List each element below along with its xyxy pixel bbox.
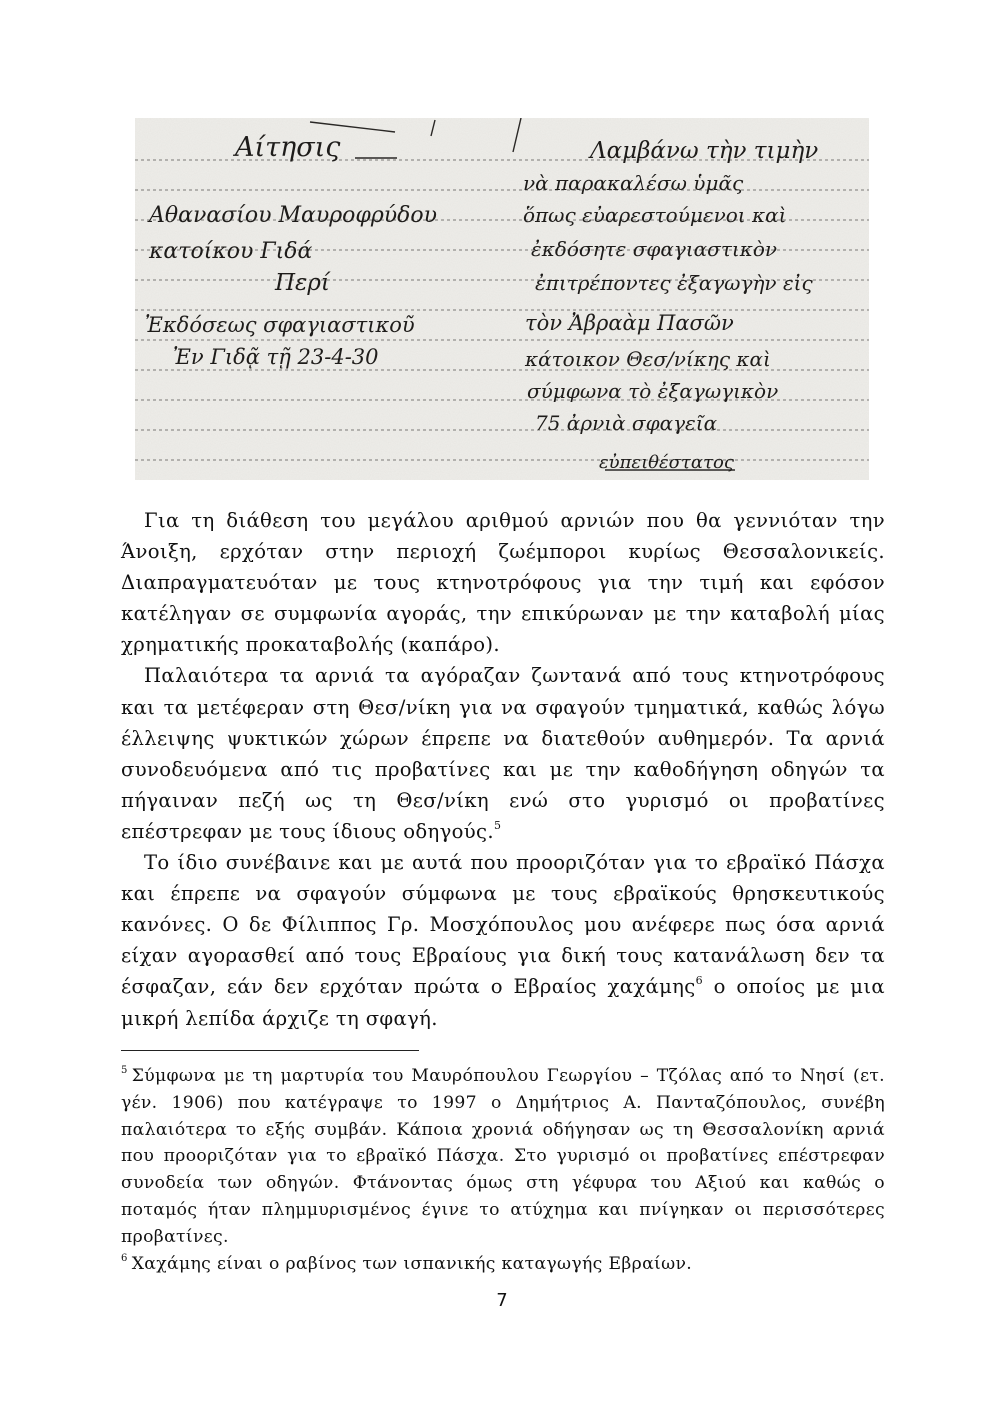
page-number: 7	[496, 1290, 508, 1311]
left-line-6: Ἐν Γιδᾷ τῇ 23-4-30	[173, 345, 379, 369]
paragraph-2	[121, 660, 885, 847]
left-line-4: Περί	[275, 270, 330, 296]
footnote-6-mark: 6	[121, 1252, 128, 1264]
right-line-10: εὐπειθέστατος	[599, 452, 734, 473]
footnote-ref-6[interactable]: 6	[695, 974, 703, 988]
body-text	[121, 505, 885, 1034]
right-line-1: Λαμβάνω τὴν τιμὴν	[590, 138, 819, 164]
footnote-5	[121, 1063, 885, 1251]
left-line-1: Αίτησις	[235, 132, 341, 163]
footnote-ref-5[interactable]: 5	[493, 818, 502, 832]
footnote-6-text: Χαχάμης είναι ο ραβίνος των ισπανικής καταγωγής Εβραίων.	[131, 1253, 693, 1274]
right-line-3: ὅπως εὐαρεστούμενοι καὶ	[523, 203, 787, 227]
footnote-6	[121, 1251, 885, 1278]
footnote-5-mark: 5	[121, 1065, 128, 1076]
right-line-8: σύμφωνα τὸ ἐξαγωγικὸν	[527, 379, 779, 403]
handwritten-document-scan	[135, 118, 869, 480]
paragraph-1	[121, 505, 885, 660]
paragraph-3	[121, 847, 885, 1034]
right-line-2: νὰ παρακαλέσω ὑμᾶς	[523, 171, 744, 195]
paragraph-2-text: Παλαιότερα τα αρνιά τα αγόραζαν ζωντανά από τους κτηνοτρόφους και τα μετέφεραν στη Θεσ/νίκη για να σφαγούν τμηματικά, καθώς λόγω έλλειψης ψυκτικών χώρων έπρεπε να διατεθούν αυθημερόν. Τα αρνιά συνοδευόμενα από τις προβατίνες και με την καθοδήγηση οδηγών τα πήγαιναν πεζή ως τη Θεσ/νίκη ενώ στο γυρισμό οι προβατίνες επέστρεφαν με τους ίδιους οδηγούς.	[121, 664, 885, 843]
footnote-5-text: Σύμφωνα με τη μαρτυρία του Μαυρόπουλου Γεωργίου – Τζόλας από το Νησί (ετ. γέν. 1906) που κατέγραψε το 1997 ο Δημήτριος Α. Πανταζόπουλος, συνέβη παλαιότερα το εξής συμβάν. Κάποια χρονιά οδήγησαν ως τη Θεσσαλονίκη αρνιά που προοριζόταν για το εβραϊκό Πάσχα. Στο γυρισμό οι προβατίνες επέστρεφαν συνοδεία των οδηγών. Φτάνοντας όμως στη γέφυρα του Αξιού και καθώς ο ποταμός ήταν πλημμυρισμένος έγινε το ατύχημα και πνίγηκαν οι περισσότερες προβατίνες.	[121, 1066, 885, 1247]
left-line-3: κατοίκου Γιδά	[149, 239, 313, 264]
right-line-4: ἐκδόσητε σφαγιαστικὸν	[531, 237, 778, 261]
paper-grain	[135, 118, 869, 480]
paragraph-1-text: Για τη διάθεση του μεγάλου αριθμού αρνιών που θα γεννιόταν την Άνοιξη, ερχόταν στην περιοχή ζωέμποροι κυρίως Θεσσαλονικείς. Διαπραγματευόταν με τους κτηνοτρόφους για την τιμή και εφόσον κατέληγαν σε συμφωνία αγοράς, την επικύρωναν με την καταβολή μίας χρηματικής προκαταβολής (καπάρο).	[121, 509, 885, 657]
right-line-7: κάτοικον Θεσ/νίκης καὶ	[525, 347, 771, 371]
left-line-5: Ἐκδόσεως σφαγιαστικοῦ	[145, 313, 415, 337]
paragraph-3-text-end: ο οποίος με μια μικρή λεπίδα άρχιζε τη σφαγή.	[121, 975, 885, 1030]
right-line-9: 75 ἀρνιὰ σφαγεῖα	[535, 411, 718, 435]
footnote-divider	[121, 1050, 419, 1051]
footnotes	[121, 1063, 885, 1277]
right-line-5: ἐπιτρέποντες ἐξαγωγὴν εἰς	[535, 271, 813, 295]
left-line-2: Αθανασίου Μαυροφρύδου	[149, 203, 437, 228]
right-line-6: τὸν Ἀβραὰμ Πασῶν	[525, 311, 734, 335]
scan-graphic	[135, 118, 869, 480]
paragraph-3-text: Το ίδιο συνέβαινε και με αυτά που προοριζόταν για το εβραϊκό Πάσχα και έπρεπε να σφαγούν σύμφωνα με τους εβραϊκούς θρησκευτικούς κανόνες. Ο δε Φίλιππος Γρ. Μοσχόπουλος μου ανέφερε πως όσα αρνιά είχαν αγορασθεί από τους Εβραίους για δική τους κατανάλωση δεν τα έσφαζαν, εάν δεν ερχόταν πρώτα ο Εβραίος χαχάμης	[121, 851, 885, 999]
